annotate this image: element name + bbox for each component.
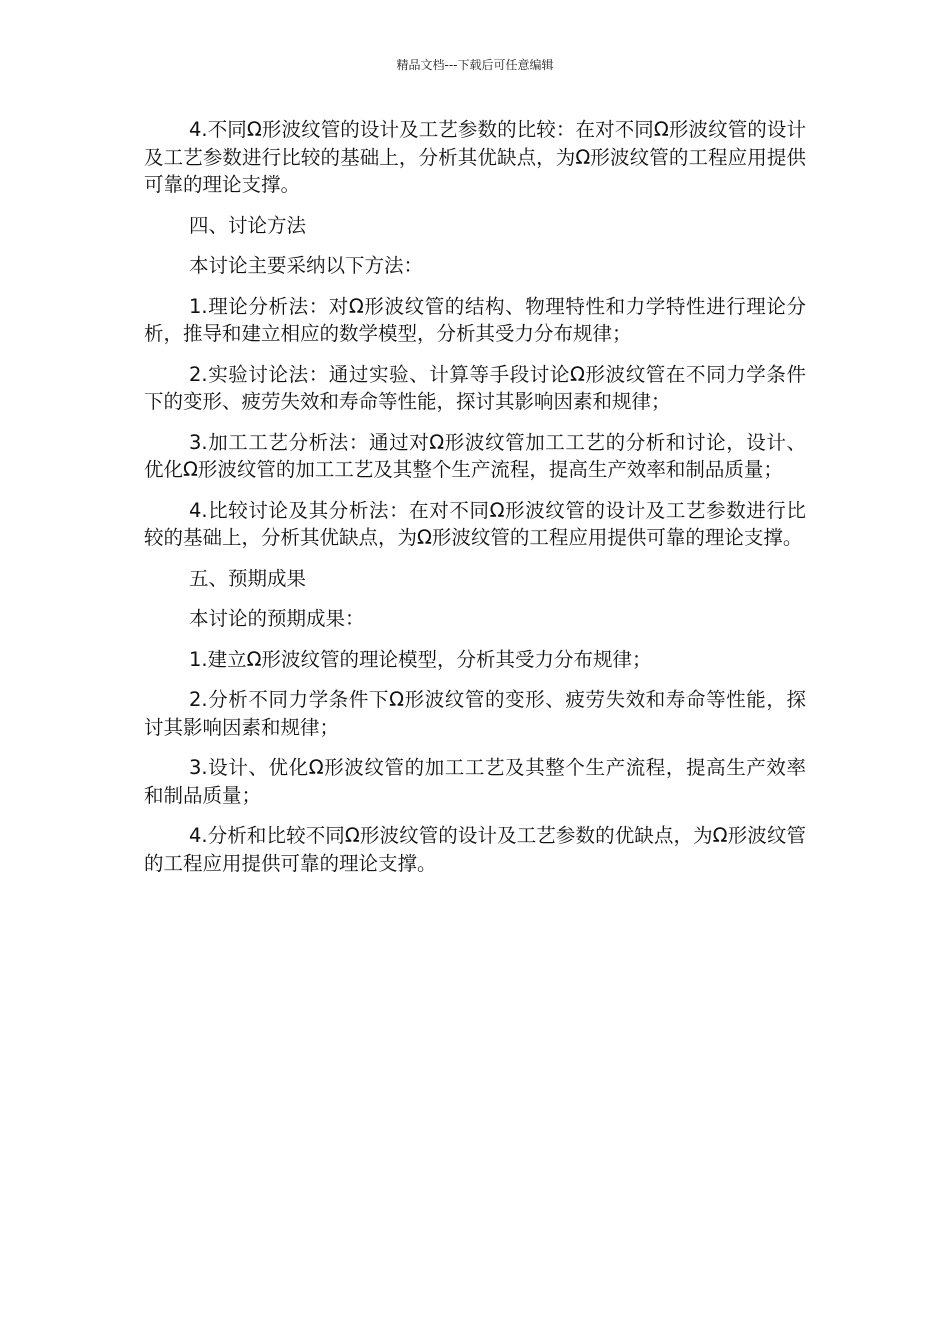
- paragraph-method-1: 1.理论分析法：对Ω形波纹管的结构、物理特性和力学特性进行理论分析，推导和建立相应的数学模型，分析其受力分布规律；: [144, 294, 806, 345]
- paragraph-outcome-1: 1.建立Ω形波纹管的理论模型，分析其受力分布规律；: [189, 647, 652, 671]
- paragraph-outcome-4: 4.分析和比较不同Ω形波纹管的设计及工艺参数的优缺点，为Ω形波纹管的工程应用提供可靠的理论支撑。: [144, 824, 806, 875]
- paragraph-objective-4: 4.不同Ω形波纹管的设计及工艺参数的比较：在对不同Ω形波纹管的设计及工艺参数进行比较的基础上，分析其优缺点，为Ω形波纹管的工程应用提供可靠的理论支撑。: [144, 118, 806, 196]
- section-heading-methods: 四、讨论方法: [189, 213, 307, 237]
- section-heading-outcomes: 五、预期成果: [189, 566, 307, 590]
- paragraph-method-2: 2.实验讨论法：通过实验、计算等手段讨论Ω形波纹管在不同力学条件下的变形、疲劳失效和寿命等性能，探讨其影响因素和规律；: [144, 362, 806, 413]
- paragraph-outcomes-intro: 本讨论的预期成果：: [189, 607, 365, 630]
- paragraph-outcome-2: 2.分析不同力学条件下Ω形波纹管的变形、疲劳失效和寿命等性能，探讨其影响因素和规律；: [144, 688, 806, 739]
- page-header: 精品文档---下载后可任意编辑: [396, 58, 554, 72]
- paragraph-methods-intro: 本讨论主要采纳以下方法：: [189, 254, 424, 277]
- paragraph-method-3: 3.加工工艺分析法：通过对Ω形波纹管加工工艺的分析和讨论，设计、优化Ω形波纹管的加工工艺及其整个生产流程，提高生产效率和制品质量；: [144, 430, 806, 481]
- document-body: [144, 116, 806, 890]
- paragraph-outcome-3: 3.设计、优化Ω形波纹管的加工工艺及其整个生产流程，提高生产效率和制品质量；: [144, 756, 806, 807]
- paragraph-method-4: 4.比较讨论及其分析法：在对不同Ω形波纹管的设计及工艺参数进行比较的基础上，分析其优缺点，为Ω形波纹管的工程应用提供可靠的理论支撑。: [144, 498, 806, 549]
